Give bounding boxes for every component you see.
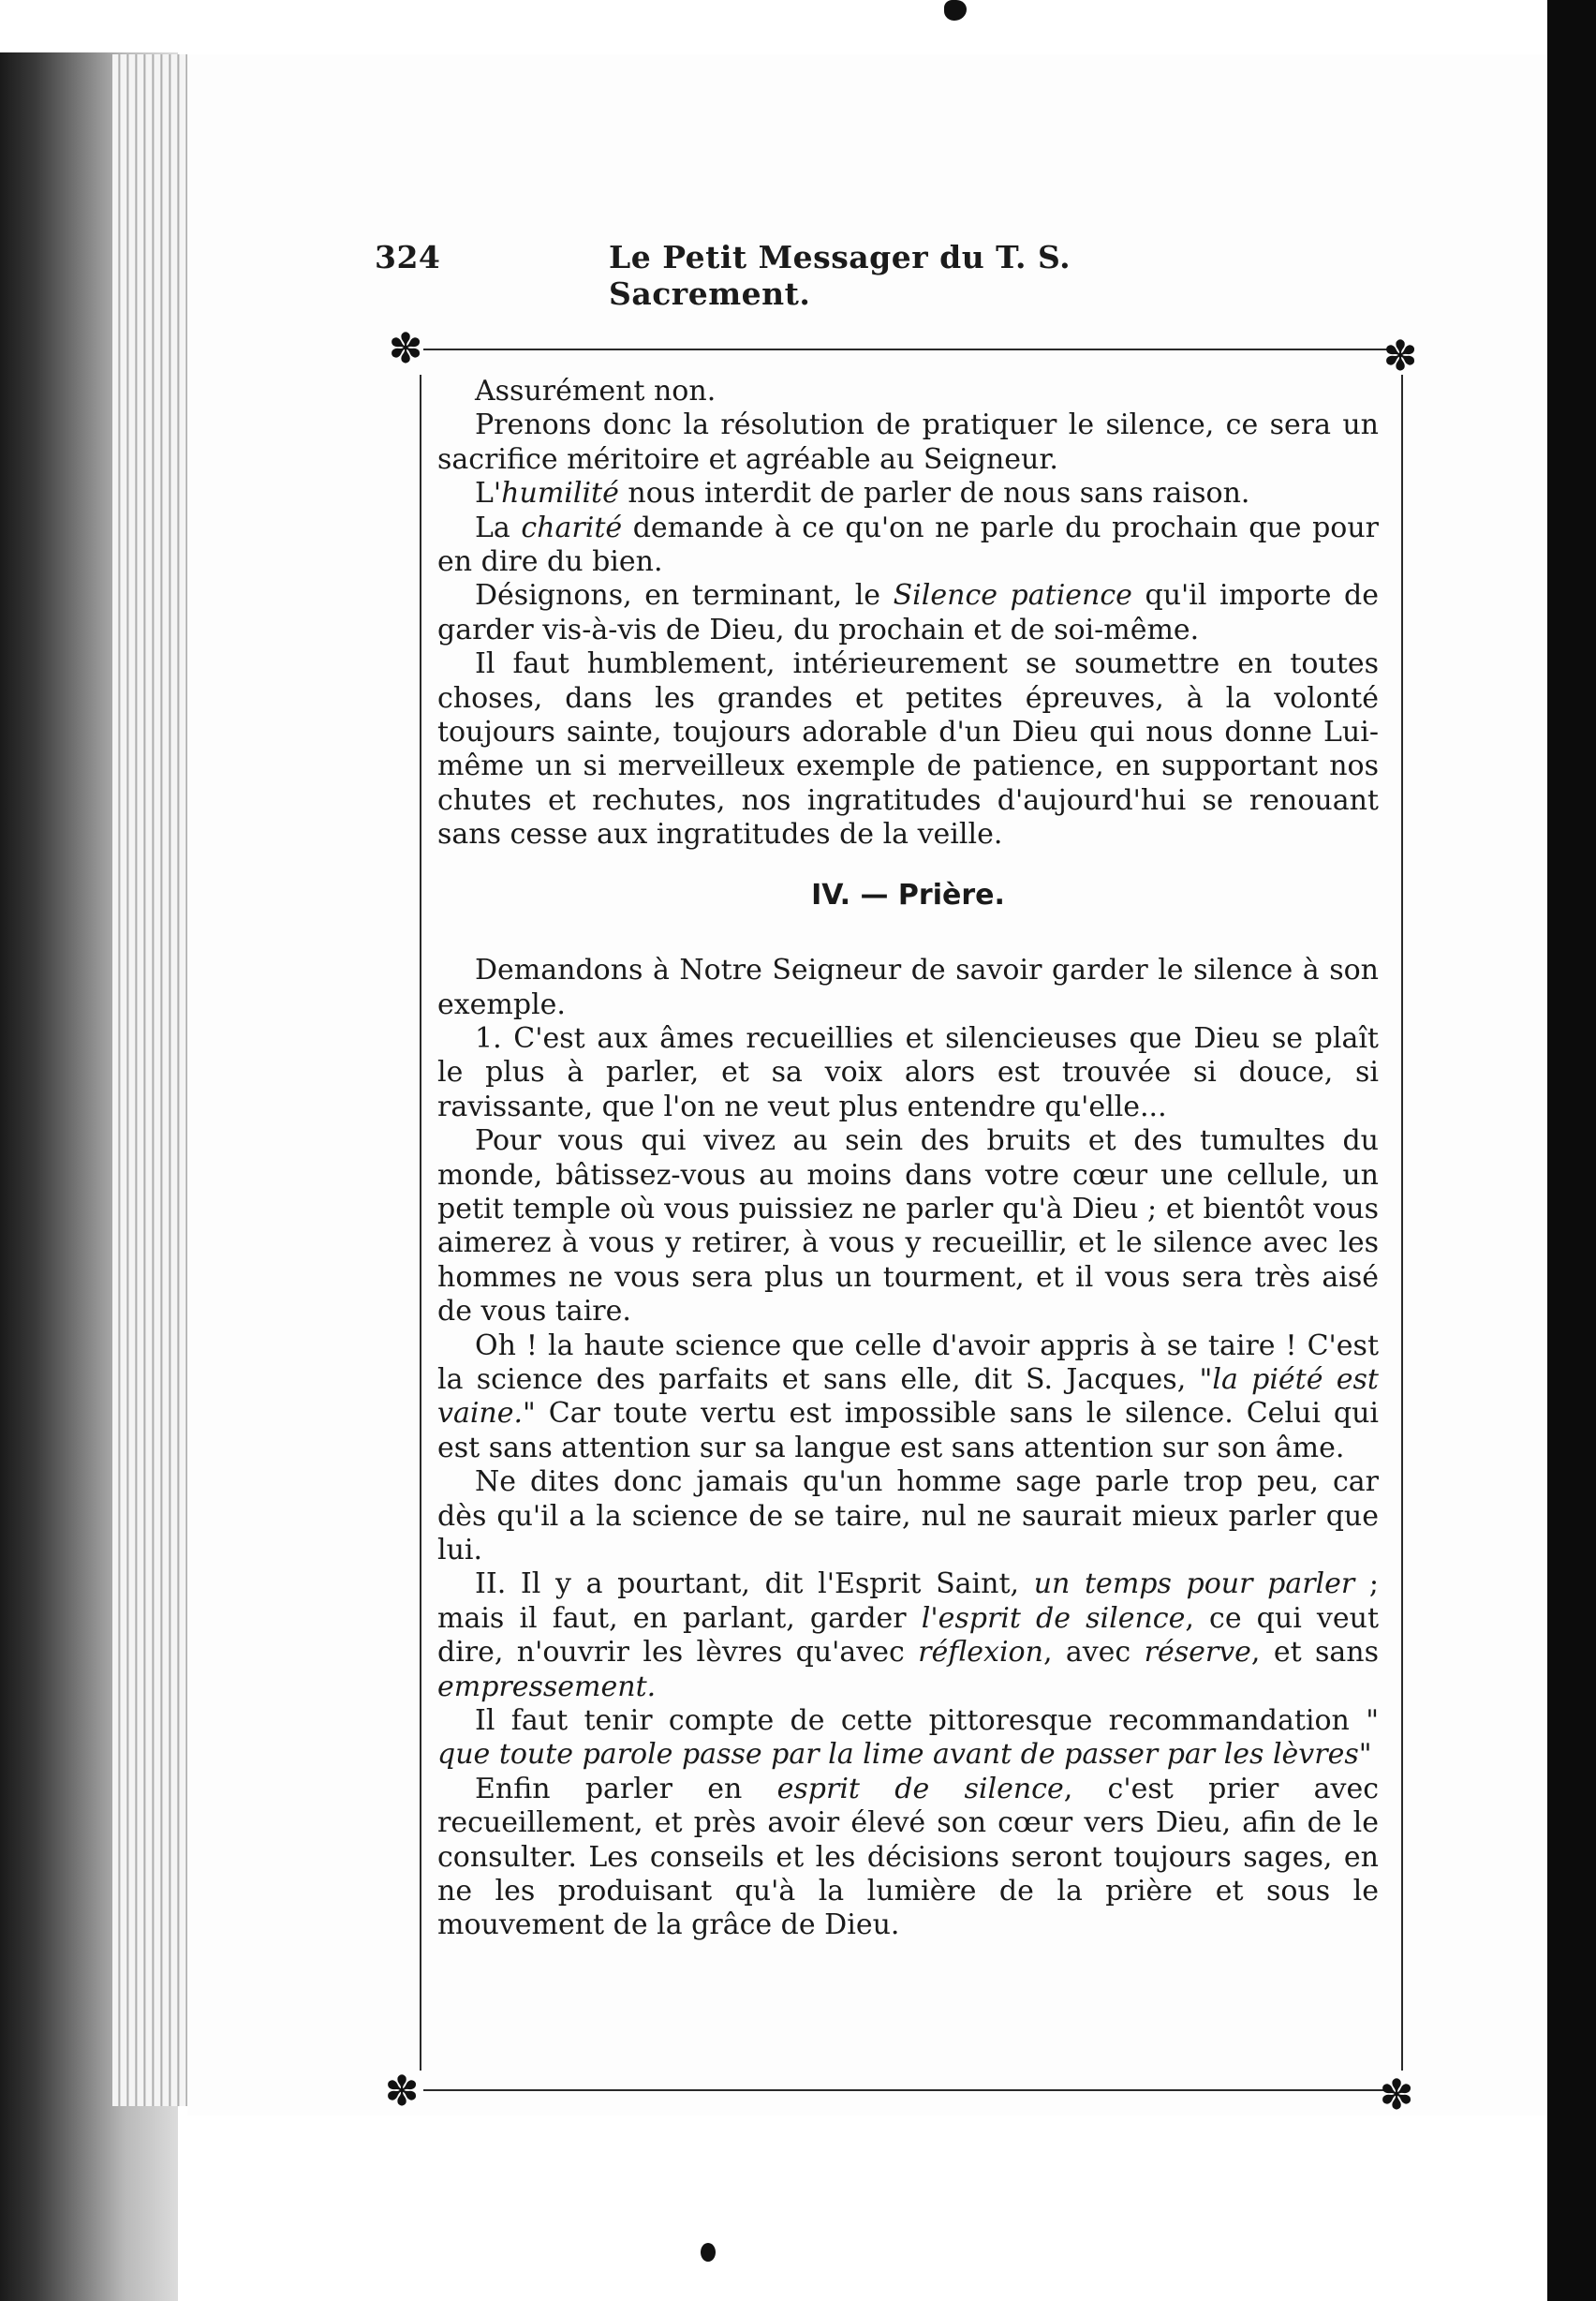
paragraph: Demandons à Notre Seigneur de savoir garder le silence à son exemple. bbox=[437, 954, 1379, 1021]
ornament-top-right-icon: ✽ bbox=[1382, 333, 1418, 380]
paragraph: Oh ! la haute science que celle d'avoir appris à se taire ! C'est la science des parfaits et sans elle, dit S. Jacques, "la piété est vaine." Car toute vertu est impossible sans le silence. Celui qui est sans attention sur sa langue est sans attention sur son âme. bbox=[437, 1329, 1379, 1464]
ornament-bottom-left-icon: ✽ bbox=[384, 2068, 420, 2115]
paragraph: Assurément non. bbox=[475, 375, 717, 408]
page-body bbox=[437, 375, 1379, 1943]
ornament-top-left-icon: ✽ bbox=[388, 325, 423, 373]
scan-background-right bbox=[1547, 0, 1596, 2301]
page-header bbox=[375, 239, 1274, 312]
paragraph: Désignons, en terminant, le Silence patience qu'il importe de garder vis-à-vis de Dieu, du prochain et de soi-même. bbox=[437, 579, 1379, 646]
paragraph: Enfin parler en esprit de silence, c'est prier avec recueillement, et près avoir élevé son cœur vers Dieu, afin de le consulter. Les conseils et les décisions seront toujours sages, en ne les produisant qu'à la lumière de la prière et sous le mouvement de la grâce de Dieu. bbox=[437, 1772, 1380, 1942]
paragraph: Il faut humblement, intérieurement se soumettre en toutes choses, dans les grandes et petites épreuves, à la volonté toujours sainte, toujours adorable d'un Dieu qui nous donne Lui-même un si merveilleux exemple de patience, en supportant nos chutes et rechutes, nos ingratitudes d'aujourd'hui se renouant sans cesse aux ingratitudes de la veille. bbox=[437, 647, 1379, 852]
section-heading: IV. — Prière. bbox=[811, 878, 1005, 912]
frame-right-rule bbox=[1401, 375, 1403, 2071]
frame-top-rule bbox=[423, 349, 1388, 350]
page-number: 324 bbox=[375, 239, 441, 275]
ornament-bottom-right-icon: ✽ bbox=[1379, 2071, 1414, 2119]
page-edges bbox=[112, 54, 197, 2106]
paragraph: L'humilité nous interdit de parler de nous sans raison. bbox=[475, 477, 1250, 511]
frame-left-rule bbox=[420, 375, 421, 2071]
paragraph: Ne dites donc jamais qu'un homme sage parle trop peu, car dès qu'il a la science de se taire, nul ne saurait mieux parler que lui. bbox=[437, 1465, 1379, 1566]
paragraph: Prenons donc la résolution de pratiquer le silence, ce sera un sacrifice méritoire et agréable au Seigneur. bbox=[437, 408, 1379, 476]
paragraph: II. Il y a pourtant, dit l'Esprit Saint, un temps pour parler ; mais il faut, en parlant, garder l'esprit de silence, ce qui veut dire, n'ouvrir les lèvres qu'avec réflexion, avec réserve, et sans empressement. bbox=[437, 1567, 1380, 1703]
ink-spot bbox=[701, 2243, 716, 2262]
paragraph: Pour vous qui vivez au sein des bruits et des tumultes du monde, bâtissez-vous au moins dans votre cœur une cellule, un petit temple où vous puissiez ne parler qu'à Dieu ; et bientôt vous aimerez à vous y retirer, à vous y recueillir, et le silence avec les hommes ne vous sera plus un tourment, et il vous sera très aisé de vous taire. bbox=[437, 1124, 1379, 1329]
frame-bottom-rule bbox=[423, 2089, 1388, 2091]
running-title: Le Petit Messager du T. S. Sacrement. bbox=[609, 239, 1071, 312]
paragraph: La charité demande à ce qu'on ne parle du prochain que pour en dire du bien. bbox=[437, 511, 1380, 579]
paragraph: Il faut tenir compte de cette pittoresque recommandation " que toute parole passe par la lime avant de passer par les lèvres" bbox=[437, 1704, 1379, 1772]
paragraph: 1. C'est aux âmes recueillies et silencieuses que Dieu se plaît le plus à parler, et sa voix alors est trouvée si douce, si ravissante, que l'on ne veut plus entendre qu'elle... bbox=[437, 1021, 1379, 1123]
scan-background-top bbox=[0, 0, 1596, 52]
